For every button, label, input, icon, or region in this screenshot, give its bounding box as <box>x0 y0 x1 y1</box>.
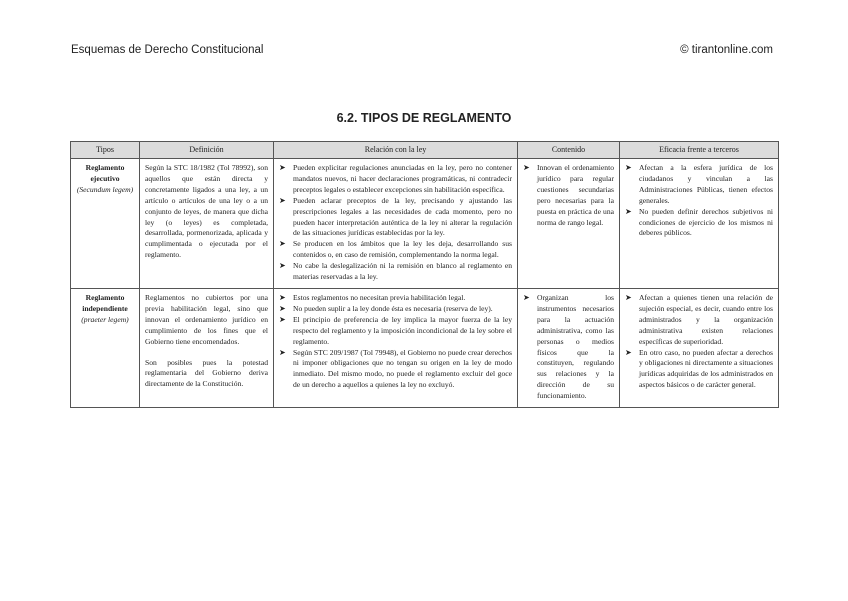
reglamento-table <box>70 141 779 408</box>
cell-tipo <box>71 159 140 289</box>
arrow-bullet-icon: ➤ <box>279 292 286 302</box>
list-item <box>625 163 773 207</box>
list-item <box>279 239 512 261</box>
arrow-bullet-icon: ➤ <box>279 314 286 324</box>
cell-contenido <box>518 159 620 289</box>
eficacia-text: No pueden definir derechos subjetivos ni condiciones de ejercicio de los mismos ni deberes públicos. <box>639 206 773 238</box>
col-header-relacion: Relación con la ley <box>274 142 518 159</box>
list-item <box>279 304 512 315</box>
list-item <box>279 293 512 304</box>
list-item <box>625 293 773 348</box>
relacion-text: Estos reglamentos no necesitan previa habilitación legal. <box>293 292 466 302</box>
arrow-bullet-icon: ➤ <box>625 292 632 302</box>
relacion-text: No cabe la deslegalización ni la remisión en blanco al reglamento en materias reservadas a la ley. <box>293 261 512 282</box>
tipo-name: Reglamento ejecutivo <box>85 163 125 183</box>
eficacia-text: En otro caso, no pueden afectar a derechos y obligaciones ni directamente a situaciones jurídicas adquiridas de los administrados en aspectos básicos o de carácter general. <box>639 347 773 390</box>
eficacia-text: Afectan a quienes tienen una relación de sujeción especial, es decir, cuando entre los administrados y la organización administrativa existen relaciones específicas de superioridad. <box>639 292 773 346</box>
list-item <box>279 163 512 196</box>
arrow-bullet-icon: ➤ <box>279 261 286 271</box>
arrow-bullet-icon: ➤ <box>625 347 632 357</box>
cell-tipo <box>71 288 140 407</box>
arrow-bullet-icon: ➤ <box>523 292 530 302</box>
arrow-bullet-icon: ➤ <box>625 206 632 216</box>
eficacia-list <box>625 293 773 391</box>
contenido-text: Organizan los instrumentos necesarios para la actuación administrativa, como las personas o medios físicos que la constituyen, regulando sus relaciones y la dirección de su funcionamiento. <box>537 292 614 401</box>
definicion-paragraph: Según la STC 18/1982 (Tol 78992), son aquellos que están directa y concretamente ligados a una ley, a un artículo o artículos de una ley o a un conjunto de leyes, de manera que dicha ley (o leyes) es completada, desarrollada, pormenorizada, aplicada y cumplimentada o ejecutada por el reglamento. <box>145 163 268 260</box>
arrow-bullet-icon: ➤ <box>279 303 286 313</box>
eficacia-text: Afectan a la esfera jurídica de los ciudadanos y vinculan a las Administraciones Públicas, tienen efectos generales. <box>639 163 773 205</box>
cell-eficacia <box>620 288 779 407</box>
arrow-bullet-icon: ➤ <box>523 163 530 172</box>
table-header-row <box>71 142 779 159</box>
cell-relacion <box>274 288 518 407</box>
definicion-paragraph: Son posibles pues la potestad reglamentaria del Gobierno deriva directamente de la Constitución. <box>145 357 268 389</box>
list-item <box>523 293 614 402</box>
tipo-latin: (praeter legem) <box>81 314 129 324</box>
table-row <box>71 159 779 289</box>
arrow-bullet-icon: ➤ <box>279 163 286 172</box>
definicion-paragraph: Reglamentos no cubiertos por una previa habilitación legal, sino que innovan el ordenamiento jurídico en cumplimiento de los fines que el Gobierno tiene encomendados. <box>145 292 268 346</box>
cell-eficacia <box>620 159 779 289</box>
arrow-bullet-icon: ➤ <box>279 239 286 249</box>
cell-contenido <box>518 288 620 407</box>
contenido-list <box>523 163 614 228</box>
list-item <box>625 348 773 392</box>
section-title: 6.2. TIPOS DE REGLAMENTO <box>336 111 512 125</box>
tipo-latin: (Secundum legem) <box>76 184 134 194</box>
relacion-list <box>279 163 512 283</box>
list-item <box>279 261 512 283</box>
relacion-text: Pueden aclarar preceptos de la ley, precisando y ajustando las prescripciones legales a las necesidades de cada momento, pero no pueden hacer interpretación auténtica de la ley ni alterar la regulación de las situaciones jurídicas establecidas por la ley. <box>293 195 512 238</box>
eficacia-list <box>625 163 773 239</box>
arrow-bullet-icon: ➤ <box>625 163 632 172</box>
relacion-list <box>279 293 512 391</box>
cell-relacion <box>274 159 518 289</box>
cell-definicion <box>140 159 274 289</box>
relacion-text: Se producen en los ámbitos que la ley les deja, desarrollando sus contenidos o, en caso de remisión, complementando la norma legal. <box>293 239 512 260</box>
list-item <box>279 315 512 348</box>
running-header-right: © tirantonline.com <box>680 44 773 56</box>
list-item <box>523 163 614 228</box>
list-item <box>279 348 512 392</box>
relacion-text: El principio de preferencia de ley implica la mayor fuerza de la ley respecto del reglamento y la imposición incondicional de la ley sobre el reglamento. <box>293 314 512 346</box>
list-item <box>279 196 512 240</box>
contenido-text: Innovan el ordenamiento jurídico para regular cuestiones secundarias pero necesarias para la puesta en práctica de una norma de rango legal. <box>537 163 614 227</box>
relacion-text: Según STC 209/1987 (Tol 79948), el Gobierno no puede crear derechos ni imponer obligaciones que no tengan su origen en la ley de modo inmediato. Del mismo modo, no puede el reglamento excluir del goce de un derecho a aquellos a quienes la ley no excluyó. <box>293 347 512 390</box>
col-header-contenido: Contenido <box>518 142 620 159</box>
list-item <box>625 207 773 240</box>
col-header-tipos: Tipos <box>71 142 140 159</box>
cell-definicion <box>140 288 274 407</box>
arrow-bullet-icon: ➤ <box>279 347 286 357</box>
relacion-text: Pueden explicitar regulaciones anunciadas en la ley, pero no contener mandatos nuevos, ni hacer declaraciones programáticas, ni contradecir preceptos legales o establecer excepciones sin habilitación específica. <box>293 163 512 194</box>
running-header-left: Esquemas de Derecho Constitucional <box>71 44 264 56</box>
col-header-definicion: Definición <box>140 142 274 159</box>
table-row <box>71 288 779 407</box>
arrow-bullet-icon: ➤ <box>279 195 286 205</box>
tipo-name: Reglamento independiente <box>82 292 128 313</box>
col-header-eficacia: Eficacia frente a terceros <box>620 142 779 159</box>
contenido-list <box>523 293 614 402</box>
relacion-text: No pueden suplir a la ley donde ésta es necesaria (reserva de ley). <box>293 303 493 313</box>
